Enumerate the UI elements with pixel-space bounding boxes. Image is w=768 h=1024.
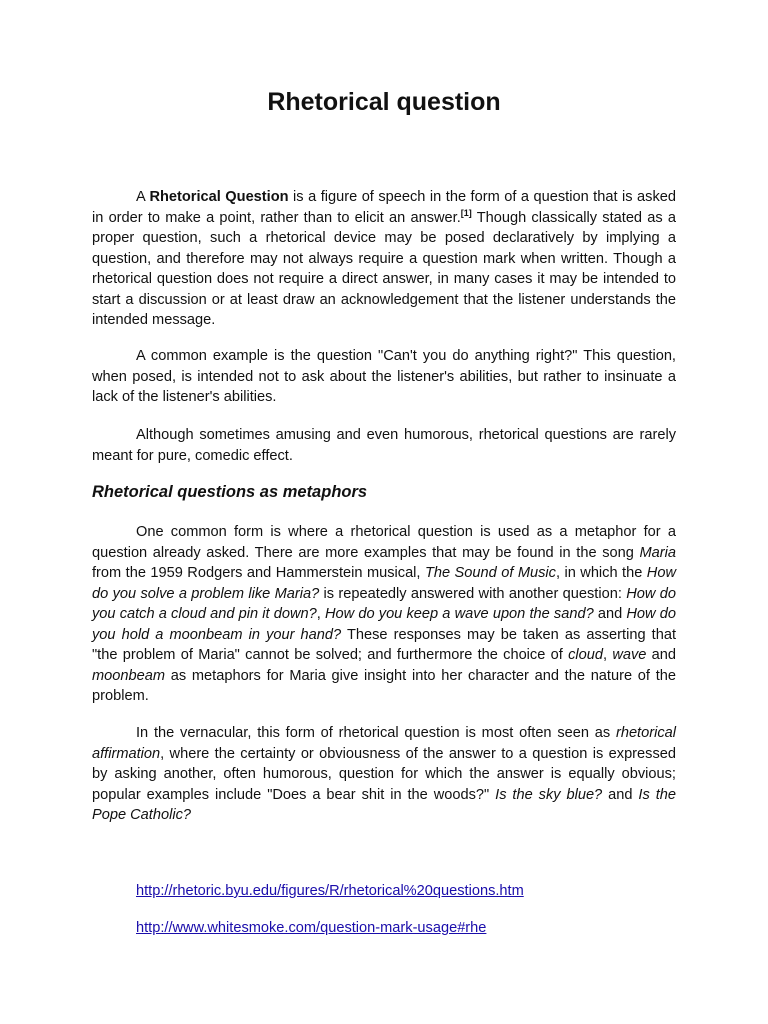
intro-paragraph-3: Although sometimes amusing and even humorous, rhetorical questions are rarely meant for pure, comedic effect. <box>92 427 676 464</box>
reference-link-whitesmoke[interactable]: http://www.whitesmoke.com/question-mark-usage#rhe <box>136 920 487 936</box>
page-title: Rhetorical question <box>267 88 501 116</box>
section-heading: Rhetorical questions as metaphors <box>92 483 368 501</box>
text-span: and <box>593 606 627 622</box>
italic-text: rhetorical affirmation <box>92 725 676 762</box>
metaphors-paragraph <box>92 522 676 707</box>
text-span: and <box>646 647 677 663</box>
italic-text: How do you catch a cloud and pin it down? <box>92 585 676 622</box>
italic-text: wave <box>612 647 647 663</box>
text-span: is repeatedly answered with another question: <box>319 585 627 602</box>
text-span: , where the certainty or obviousness of the answer to a question is expressed by asking another, often humorous, question for which the answer is equally obvious; popular examples include "Does a bear shit in the woods?" <box>92 745 676 803</box>
italic-text: cloud <box>568 647 603 663</box>
text-span: as metaphors for Maria give insight into her character and the nature of the problem. <box>92 667 676 704</box>
reference-link-byu[interactable]: http://rhetoric.byu.edu/figures/R/rhetorical%20questions.htm <box>136 883 524 899</box>
text-span: One common form is where a rhetorical question is used as a metaphor for a question already asked. There are more examples that may be found in the song <box>92 524 676 561</box>
text-span: These responses may be taken as asserting that "the problem of Maria" cannot be solved; and furthermore the choice of <box>92 626 676 663</box>
italic-text: Is the sky blue? <box>495 786 603 803</box>
text-span: In the vernacular, this form of rhetorical question is most often seen as <box>136 725 616 741</box>
bold-term: Rhetorical Question <box>149 189 289 205</box>
text-span: A <box>136 189 150 205</box>
italic-text: Maria <box>639 544 676 561</box>
text-span: , <box>316 606 325 622</box>
text-span: is a figure of speech in the form of a question that is asked in order to make a point, rather than to elicit an answer. <box>92 189 677 226</box>
italic-text: Is the Pope Catholic? <box>92 786 676 823</box>
intro-paragraph-2: A common example is the question "Can't you do anything right?" This question, when posed, is intended not to ask about the listener's abilities, but rather to insinuate a lack of the listener's abilities. <box>92 348 676 405</box>
text-span: , in which the <box>555 565 647 581</box>
text-span: , <box>602 647 613 663</box>
italic-text: How do you solve a problem like Maria? <box>92 565 676 602</box>
italic-text: How do you keep a wave upon the sand? <box>325 606 594 622</box>
italic-text: The Sound of Music <box>424 565 556 581</box>
text-span: Though classically stated as a proper question, such a rhetorical device may be posed declaratively by implying a question, and therefore may not always require a question mark when written. Though a rhetorical question does not require a direct answer, in many cases it may be intended to start a discussion or at least draw an acknowledgement that the listener understands the intended message. <box>92 209 676 328</box>
text-span: and <box>602 786 639 803</box>
intro-paragraph-1 <box>92 187 676 331</box>
reference-links <box>136 881 676 955</box>
vernacular-paragraph <box>92 723 676 826</box>
text-span: from the 1959 Rodgers and Hammerstein musical, <box>92 565 425 581</box>
italic-text: How do you hold a moonbeam in your hand? <box>92 606 676 643</box>
italic-text: moonbeam <box>92 667 166 684</box>
footnote-reference[interactable]: [1] <box>460 207 472 218</box>
